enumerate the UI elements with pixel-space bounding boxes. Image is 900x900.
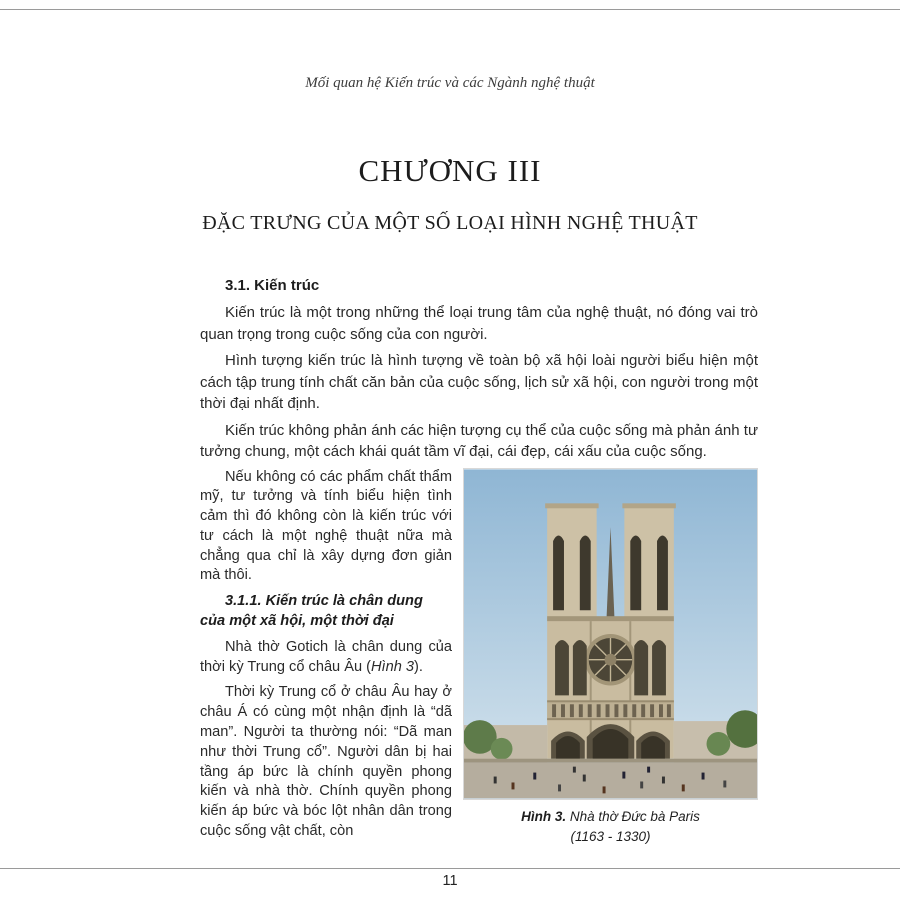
text-figure-row [200,468,758,849]
caption-dates: (1163 - 1330) [570,829,651,845]
chapter-subtitle: ĐẶC TRƯNG CỦA MỘT SỐ LOẠI HÌNH NGHỆ THUẬT [202,212,698,234]
caption-text: Nhà thờ Đức bà Paris [566,808,700,824]
paragraph-text: ). [414,658,423,675]
running-header: Mối quan hệ Kiến trúc và các Ngành nghệ thuật [305,75,595,91]
chapter-title: CHƯƠNG III [358,153,542,188]
paragraph: Kiến trúc không phản ánh các hiện tượng cụ thể của cuộc sống mà phản ánh tư tưởng chung, một cách khái quát tầm vĩ đại, cái đẹp, cái xấu của cuộc sống. [200,421,758,460]
paragraph-text: Nhà thờ Gotich là chân dung của thời kỳ Trung cổ châu Âu ( [200,638,452,675]
page-number: 11 [442,873,458,889]
figure-notre-dame [463,468,758,849]
subsection-heading: 3.1.1. Kiến trúc là chân dung của một xã hội, một thời đại [200,593,423,630]
caption-line-1 [463,807,758,828]
paragraph: Hình tượng kiến trúc là hình tượng về toàn bộ xã hội loài người biểu hiện một cách tập trung tính chất căn bản của cuộc sống, lịch sử xã hội, con người trong một thời đại nhất định. [200,352,758,412]
paragraph [200,638,452,678]
caption-label: Hình 3. [521,808,567,824]
narrow-text-column [200,468,452,848]
figure-caption [463,807,758,849]
section-heading: 3.1. Kiến trúc [225,277,320,294]
bottom-rule [0,868,900,869]
notre-dame-illustration [464,469,757,799]
page-content [200,277,758,848]
paragraph: Kiến trúc là một trong những thể loại trung tâm của nghệ thuật, nó đóng vai trò quan trọng trong cuộc sống của con người. [200,304,758,343]
top-rule [0,9,900,10]
paragraph: Thời kỳ Trung cổ ở châu Âu hay ở châu Á có cùng một nhận định là “dã man”. Người ta thường nói: “Dã man như thời Trung cổ”. Người dân bị hai tầng áp bức là chính quyền phong kiến và nhà thờ. Chính quyền phong kiến áp bức và bóc lột nhân dân trong cuộc sống vật chất, còn [200,684,452,840]
figure-reference: Hình 3 [371,658,414,675]
paragraph: Nếu không có các phẩm chất thẩm mỹ, tư tưởng và tính biểu hiện tình cảm thì đó không còn là kiến trúc với tư cách là một nghệ thuật nữa mà chẳng qua chỉ là xây dựng đơn giản mà thôi. [200,468,452,584]
cathedral-photo [463,468,758,800]
